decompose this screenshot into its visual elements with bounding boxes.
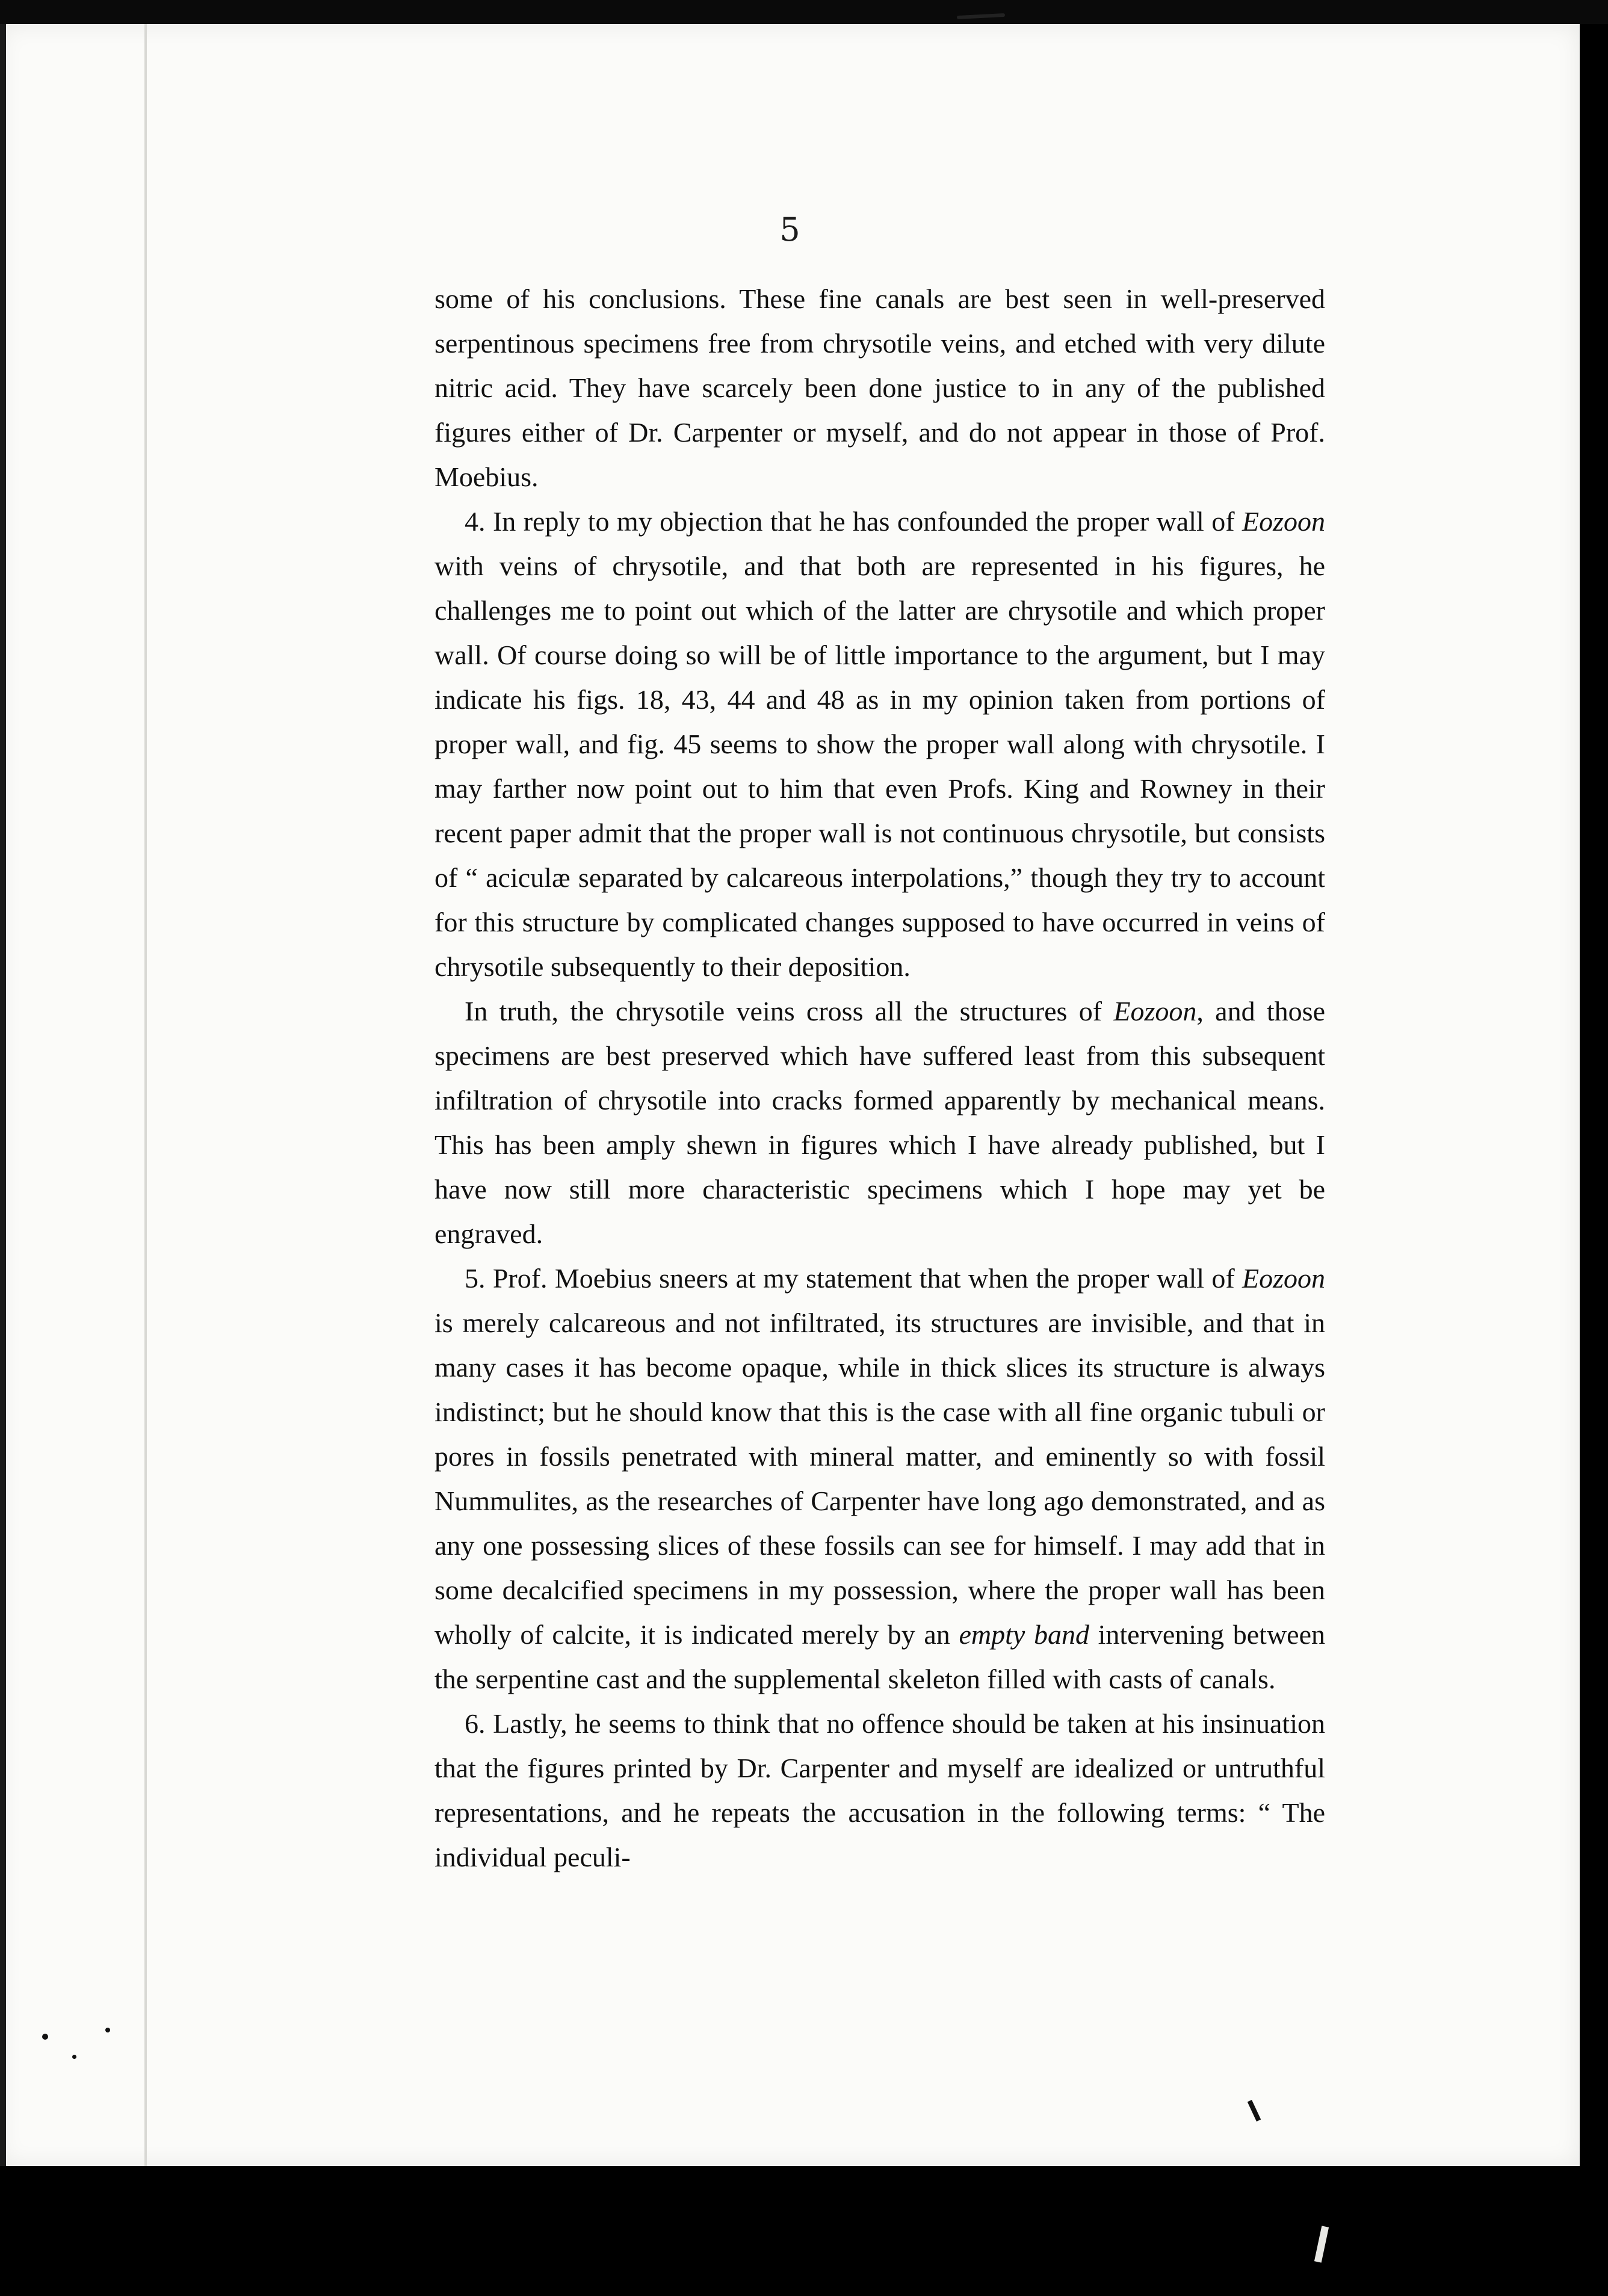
text-run: 4. In reply to my objection that he has confounded the proper wall of <box>465 506 1242 537</box>
binding-edge <box>0 24 6 2166</box>
text-run: is merely calcareous and not infiltrated, its structures are invisible, and that in many cases it has become opaque, while in thick slices its structure is always indistinct; but he should know that this is the case with all fine organic tubuli or pores in fossils penetrated with mineral matter, and eminently so with fossil Nummulites, as the researches of Carpenter have long ago demonstrated, and as any one possessing slices of these fossils can see for himself. I may add that in some decalcified specimens in my possession, where the proper wall has been wholly of calcite, it is indicated merely by an <box>434 1307 1325 1650</box>
text-run: with veins of chrysotile, and that both are represented in his figures, he challenges me to point out which of the latter are chrysotile and which proper wall. Of course doing so will be of little importance to the argument, but I may indicate his figs. 18, 43, 44 and 48 as in my opinion taken from portions of proper wall, and fig. 45 seems to show the proper wall along with chrysotile. I may farther now point out to him that even Profs. King and Rowney in their recent paper admit that the proper wall is not continuous chrysotile, but consists of “ aciculæ separated by calcareous interpolations,” though they try to account for this structure by complicated changes supposed to have occurred in veins of chrysotile subsequently to their deposition. <box>434 551 1325 982</box>
ink-speck <box>72 2055 76 2059</box>
text-run: 6. Lastly, he seems to think that no offence should be taken at his insinuation that the figures printed by Dr. Carpenter and myself are idealized or untruthful representations, and he repeats the accusation in the following terms: “ The individual peculi- <box>434 1708 1325 1872</box>
ink-speck <box>105 2028 110 2032</box>
paragraph-5 <box>434 1256 1325 1702</box>
paragraph-6 <box>434 1702 1325 1880</box>
scan-top-edge <box>0 0 1608 24</box>
spine-crease <box>144 24 147 2166</box>
ink-speck <box>42 2034 48 2040</box>
italic-term: Eozoon <box>1113 996 1197 1026</box>
paragraph-in-truth <box>434 989 1325 1256</box>
body-text <box>434 277 1325 1880</box>
paragraph-continued <box>434 277 1325 499</box>
italic-term: empty band <box>959 1619 1089 1650</box>
text-run: , and those specimens are best preserved which have suffered least from this subsequent infiltration of chrysotile into cracks formed apparently by mechanical means. This has been amply shewn in figures which I have already published, but I have now still more characteristic specimens which I hope may yet be engraved. <box>434 996 1325 1249</box>
text-run: intervening between the serpentine cast and the supplemental skeleton filled with casts of canals. <box>434 1619 1326 1694</box>
text-run: 5. Prof. Moebius sneers at my statement that when the proper wall of <box>465 1263 1242 1294</box>
text-run: some of his conclusions. These fine canals are best seen in well-preserved serpentinous specimens free from chrysotile veins, and etched with very dilute nitric acid. They have scarcely been done justice to in any of the published figures either of Dr. Carpenter or myself, and do not appear in those of Prof. Moebius. <box>434 283 1325 492</box>
text-run: In truth, the chrysotile veins cross all the structures of <box>465 996 1114 1026</box>
page-number: 5 <box>779 211 800 248</box>
paragraph-4 <box>434 499 1325 989</box>
italic-term: Eozoon <box>1242 1263 1325 1294</box>
italic-term: Eozoon <box>1242 506 1325 537</box>
scan-artifact <box>1314 2226 1329 2262</box>
